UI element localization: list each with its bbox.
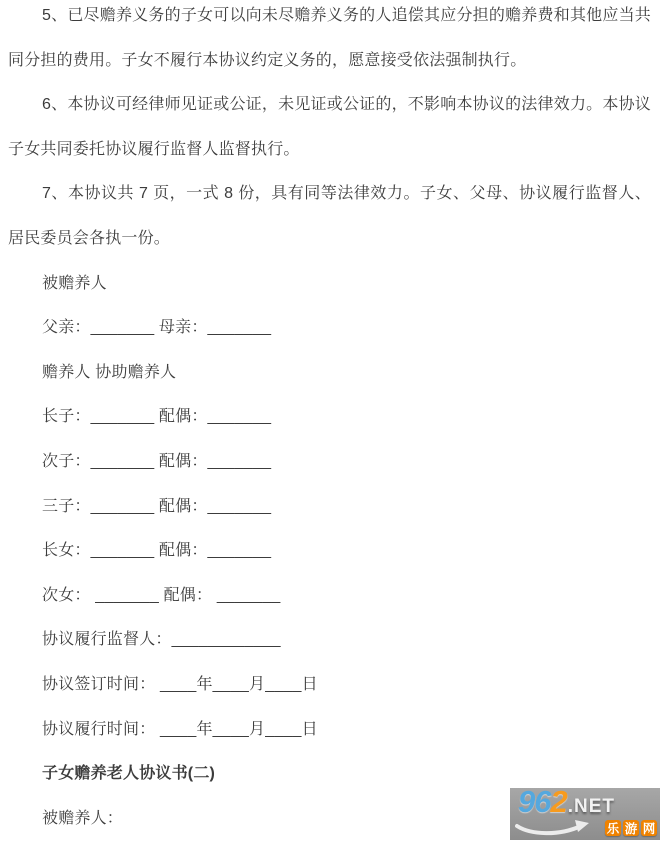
site-name-char: 乐 xyxy=(606,822,620,836)
clause-5-paragraph: 5、已尽赡养义务的子女可以向未尽赡养义务的人追偿其应分担的赡养费和其他应当共同分担的费用。子女不履行本协议约定义务的，愿意接受依法强制执行。 xyxy=(8,7,651,69)
site-name-char: 游 xyxy=(624,822,638,836)
logo-number-orange: 2 xyxy=(550,788,567,819)
performance-date-blank-line: 协议履行时间： ____年____月____日 xyxy=(42,720,318,738)
site-name-badge xyxy=(605,820,657,836)
eldest-son-blank-line: 长子：_______ 配偶：_______ xyxy=(42,408,272,426)
site-name-char: 网 xyxy=(642,822,656,836)
third-son-blank-line: 三子：_______ 配偶：_______ xyxy=(42,497,272,515)
eldest-daughter-blank-line: 长女：_______ 配偶：_______ xyxy=(42,542,272,560)
clause-6-paragraph: 6、本协议可经律师见证或公证，未见证或公证的，不影响本协议的法律效力。本协议子女共同委托协议履行监督人监督执行。 xyxy=(8,96,651,158)
agreement-2-title: 子女赡养老人协议书(二) xyxy=(42,765,216,783)
signing-date-blank-line: 协议签订时间： ____年____月____日 xyxy=(42,675,318,693)
supported-person-blank-line: 被赡养人： xyxy=(42,809,124,827)
second-daughter-blank-line: 次女： _______ 配偶： _______ xyxy=(42,586,281,604)
site-logo xyxy=(518,788,656,818)
logo-bottom-row xyxy=(515,819,657,837)
swoosh-arrow-icon xyxy=(515,819,591,837)
supported-persons-heading: 被赡养人 xyxy=(42,274,107,292)
supporters-heading: 赡养人 协助赡养人 xyxy=(42,363,177,381)
logo-number-blue: 96 xyxy=(518,788,551,819)
second-son-blank-line: 次子：_______ 配偶：_______ xyxy=(42,452,272,470)
clause-7-paragraph: 7、本协议共 7 页，一式 8 份，具有同等法律效力。子女、父母、协议履行监督人、居民委员会各执一份。 xyxy=(8,185,651,247)
logo-domain-suffix: .NET xyxy=(567,796,616,817)
father-mother-blank-line: 父亲：_______ 母亲：_______ xyxy=(42,319,272,337)
supervisor-blank-line: 协议履行监督人：____________ xyxy=(42,631,281,649)
site-watermark xyxy=(510,788,660,840)
